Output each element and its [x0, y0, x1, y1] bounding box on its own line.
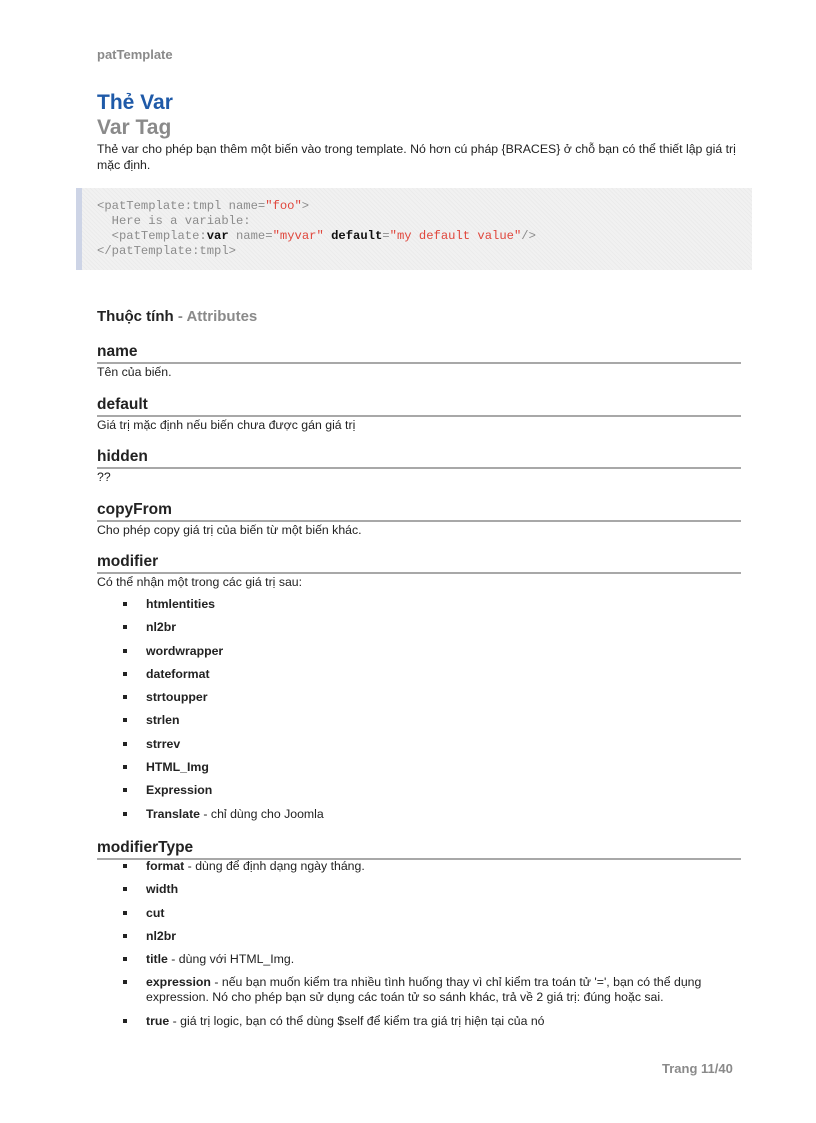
list-item — [120, 952, 740, 967]
list-item — [120, 713, 740, 728]
attribute-label: modifier — [97, 553, 741, 574]
code-text: = — [382, 229, 390, 243]
list-item — [120, 667, 740, 682]
list-item — [120, 760, 740, 775]
code-line — [97, 214, 752, 229]
attributes-heading-vi: Thuộc tính — [97, 308, 174, 325]
list-item-note: - nếu bạn muốn kiểm tra nhiều tình huống thay vì chỉ kiểm tra toán tử '=', bạn có thể dụng expression. Nó cho phép bạn sử dụng các toán tử so sánh khác, trả về 2 giá trị: đúng hoặc sai. — [146, 975, 702, 1005]
code-keyword: var — [206, 229, 229, 243]
list-item — [120, 737, 740, 752]
list-item — [120, 620, 740, 635]
list-item-note: - dùng với HTML_Img. — [167, 952, 295, 967]
list-item-name: wordwrapper — [146, 643, 224, 658]
list-item — [120, 690, 740, 705]
attribute-description: Cho phép copy giá trị của biến từ một biến khác. — [97, 523, 362, 537]
attribute-label: modifierType — [97, 839, 741, 860]
page-number: Trang 11/40 — [662, 1061, 733, 1076]
section-intro: Thẻ var cho phép bạn thêm một biến vào trong template. Nó hơn cú pháp {BRACES} ở chỗ bạn có thể thiết lập giá trị mặc định. — [97, 142, 736, 172]
code-text: name= — [228, 229, 273, 243]
list-item-name: htmlentities — [146, 597, 216, 611]
list-item — [120, 906, 740, 921]
section-title-en: Var Tag — [97, 116, 172, 139]
list-item — [120, 1014, 740, 1029]
list-item-name: Expression — [146, 783, 213, 798]
list-item — [120, 859, 740, 874]
code-line — [97, 199, 752, 214]
modifier-types-list — [120, 859, 740, 1029]
attribute-modifiertype — [97, 839, 741, 860]
list-item-name: true — [146, 1013, 170, 1028]
list-item-name: width — [146, 882, 179, 897]
list-item — [120, 783, 740, 798]
attribute-copyfrom — [97, 501, 741, 538]
list-item-name: format — [146, 859, 185, 873]
modifier-values-list — [120, 597, 740, 822]
list-item — [120, 929, 740, 944]
list-item — [120, 644, 740, 659]
attribute-label: default — [97, 396, 741, 417]
attributes-heading-en: Attributes — [186, 308, 258, 325]
attribute-description: Tên của biến. — [97, 365, 172, 379]
list-item-name: dateformat — [146, 666, 210, 681]
code-text: <patTemplate:tmpl name= — [97, 199, 266, 213]
attribute-default — [97, 396, 741, 433]
code-text: Here is a variable: — [97, 214, 251, 228]
code-text: <patTemplate: — [97, 229, 207, 243]
list-item-name: cut — [146, 905, 165, 920]
list-item-name: expression — [146, 975, 211, 990]
running-header: patTemplate — [97, 47, 173, 62]
attribute-label: name — [97, 343, 741, 364]
attribute-description: Giá trị mặc định nếu biến chưa được gán giá trị — [97, 418, 356, 432]
list-item-name: strtoupper — [146, 690, 208, 705]
attribute-hidden — [97, 448, 741, 485]
attribute-description: ?? — [97, 470, 111, 484]
list-item-name: nl2br — [146, 620, 177, 635]
list-item-name: nl2br — [146, 928, 177, 943]
list-item — [120, 597, 740, 612]
code-text: </patTemplate:tmpl> — [97, 244, 236, 258]
list-item-name: strrev — [146, 736, 181, 751]
attributes-heading — [97, 308, 257, 325]
code-keyword: default — [331, 229, 383, 243]
code-text: > — [301, 199, 310, 213]
code-text: /> — [521, 229, 536, 243]
code-string: "foo" — [265, 199, 302, 213]
list-item-name: Translate — [146, 806, 200, 821]
attribute-name — [97, 343, 741, 380]
section-title-vi: Thẻ Var — [97, 91, 173, 114]
list-item-note: - giá trị logic, bạn có thể dùng $self để kiểm tra giá trị hiện tại của nó — [169, 1013, 545, 1028]
list-item — [120, 975, 740, 1005]
list-item-name: title — [146, 952, 168, 967]
attribute-description: Có thể nhận một trong các giá trị sau: — [97, 575, 303, 589]
list-item — [120, 882, 740, 897]
code-example — [76, 188, 752, 270]
attribute-label: hidden — [97, 448, 741, 469]
attributes-heading-sep: - — [173, 308, 187, 325]
code-line — [97, 244, 752, 259]
code-string: "myvar" — [272, 229, 324, 243]
list-item — [120, 807, 740, 822]
list-item-name: HTML_Img — [146, 760, 209, 775]
code-line — [97, 229, 752, 244]
attribute-label: copyFrom — [97, 501, 741, 522]
code-string: "my default value" — [389, 229, 522, 243]
attribute-modifier — [97, 553, 741, 590]
list-item-note: - chỉ dùng cho Joomla — [200, 806, 324, 821]
list-item-name: strlen — [146, 713, 180, 728]
list-item-note: - dùng để định dạng ngày tháng. — [184, 859, 365, 873]
code-text — [324, 229, 331, 243]
